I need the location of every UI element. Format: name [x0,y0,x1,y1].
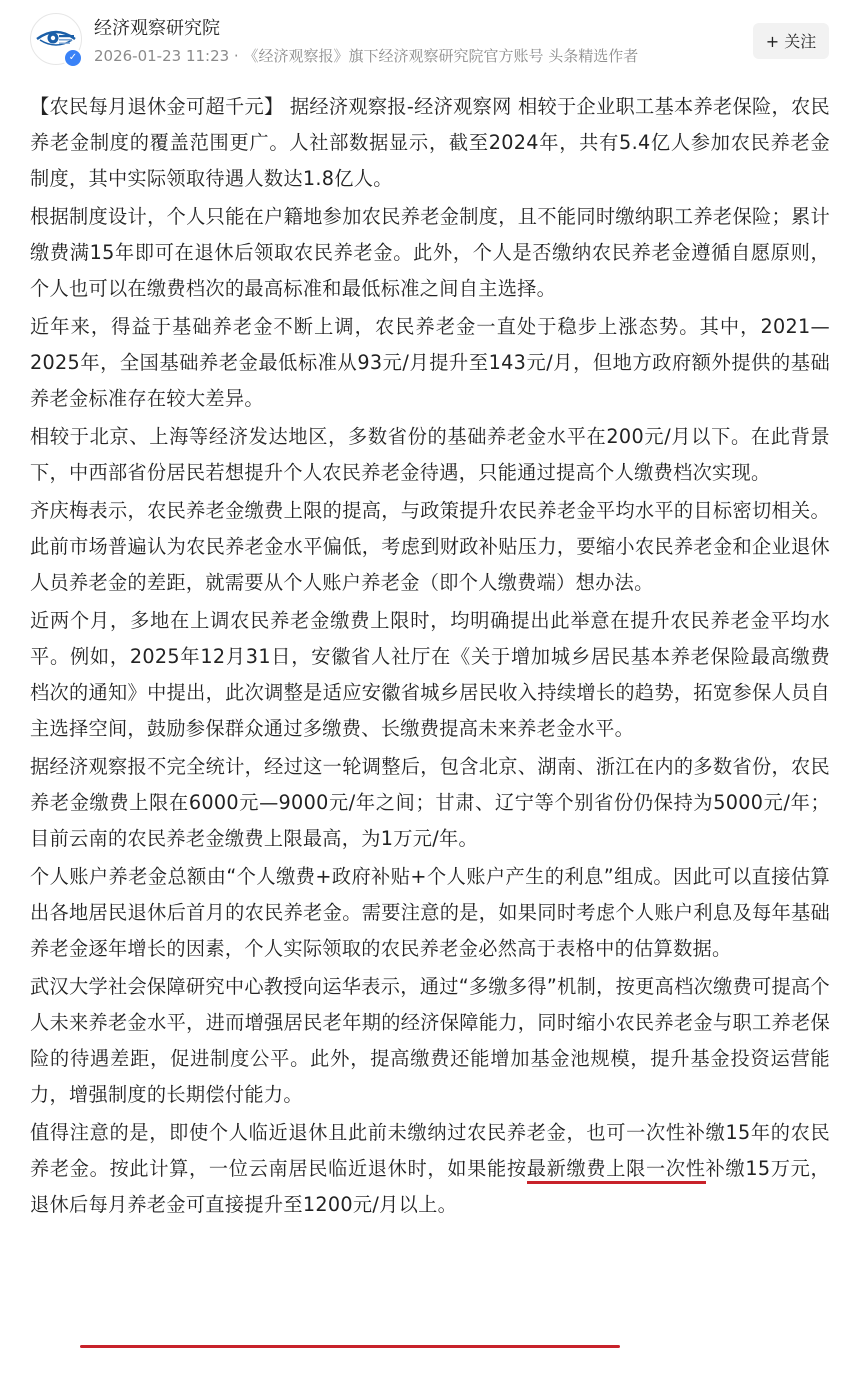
last-paragraph-text: 值得注意的是，即使个人临近退休且此前未缴纳过农民养老金，也可一次性补缴15年的农民养老金。按此计算，一位云南居民临近退休时，如果能按 [30,1121,830,1180]
account-name[interactable]: 经济观察研究院 [94,18,220,39]
article-paragraph-last [30,1115,830,1223]
article-paragraph: 根据制度设计，个人只能在户籍地参加农民养老金制度，且不能同时缴纳职工养老保险；累计缴费满15年即可在退休后领取农民养老金。此外，个人是否缴纳农民养老金遵循自愿原则，个人也可以在缴费档次的最高标准和最低标准之间自主选择。 [30,205,830,300]
article-paragraph: 武汉大学社会保障研究中心教授向运华表示，通过“多缴多得”机制，按更高档次缴费可提高个人未来养老金水平，进而增强居民老年期的经济保障能力，同时缩小农民养老金与职工养老保险的待遇差距，促进制度公平。此外，提高缴费还能增加基金池规模，提升基金投资运营能力，增强制度的长期偿付能力。 [30,975,830,1106]
verified-check-icon: ✓ [63,48,83,68]
article-paragraph: 近两个月，多地在上调农民养老金缴费上限时，均明确提出此举意在提升农民养老金平均水平。例如，2025年12月31日，安徽省人社厅在《关于增加城乡居民基本养老保险最高缴费档次的通知》中提出，此次调整是适应安徽省城乡居民收入持续增长的趋势，拓宽参保人员自主选择空间，鼓励参保群众通过多缴费、长缴费提高未来养老金水平。 [30,609,830,740]
post-meta: 2026-01-23 11:23 · 《经济观察报》旗下经济观察研究院官方账号 头条精选作者 [94,47,639,65]
last-paragraph-tail: 补缴15万元，退休后每月养老金可直接提升至1200元/月以上。 [30,1157,830,1216]
post-header [0,0,843,80]
highlighted-text: 最新缴费上限一次性 [527,1157,706,1184]
article-paragraph: 齐庆梅表示，农民养老金缴费上限的提高，与政策提升农民养老金平均水平的目标密切相关。此前市场普遍认为农民养老金水平偏低，考虑到财政补贴压力，要缩小农民养老金和企业退休人员养老金的差距，就需要从个人账户养老金（即个人缴费端）想办法。 [30,499,830,594]
article-paragraph: 【农民每月退休金可超千元】 据经济观察报-经济观察网 相较于企业职工基本养老保险，农民养老金制度的覆盖范围更广。人社部数据显示，截至2024年，共有5.4亿人参加农民养老金制度，其中实际领取待遇人数达1.8亿人。 [30,95,830,190]
article-body [30,89,830,1225]
follow-button[interactable]: + 关注 [753,23,829,59]
article-paragraph: 据经济观察报不完全统计，经过这一轮调整后，包含北京、湖南、浙江在内的多数省份，农民养老金缴费上限在6000元—9000元/年之间；甘肃、辽宁等个别省份仍保持为5000元/年；目前云南的农民养老金缴费上限最高，为1万元/年。 [30,755,830,850]
article-paragraph: 近年来，得益于基础养老金不断上调，农民养老金一直处于稳步上涨态势。其中，2021—2025年，全国基础养老金最低标准从93元/月提升至143元/月，但地方政府额外提供的基础养老金标准存在较大差异。 [30,315,830,410]
article-paragraph: 个人账户养老金总额由“个人缴费+政府补贴+个人账户产生的利息”组成。因此可以直接估算出各地居民退休后首月的农民养老金。需要注意的是，如果同时考虑个人账户利息及每年基础养老金逐年增长的因素，个人实际领取的农民养老金必然高于表格中的估算数据。 [30,865,830,960]
article-paragraph: 相较于北京、上海等经济发达地区，多数省份的基础养老金水平在200元/月以下。在此背景下，中西部省份居民若想提升个人农民养老金待遇，只能通过提高个人缴费档次实现。 [30,425,830,484]
red-underline-annotation [80,1345,620,1348]
